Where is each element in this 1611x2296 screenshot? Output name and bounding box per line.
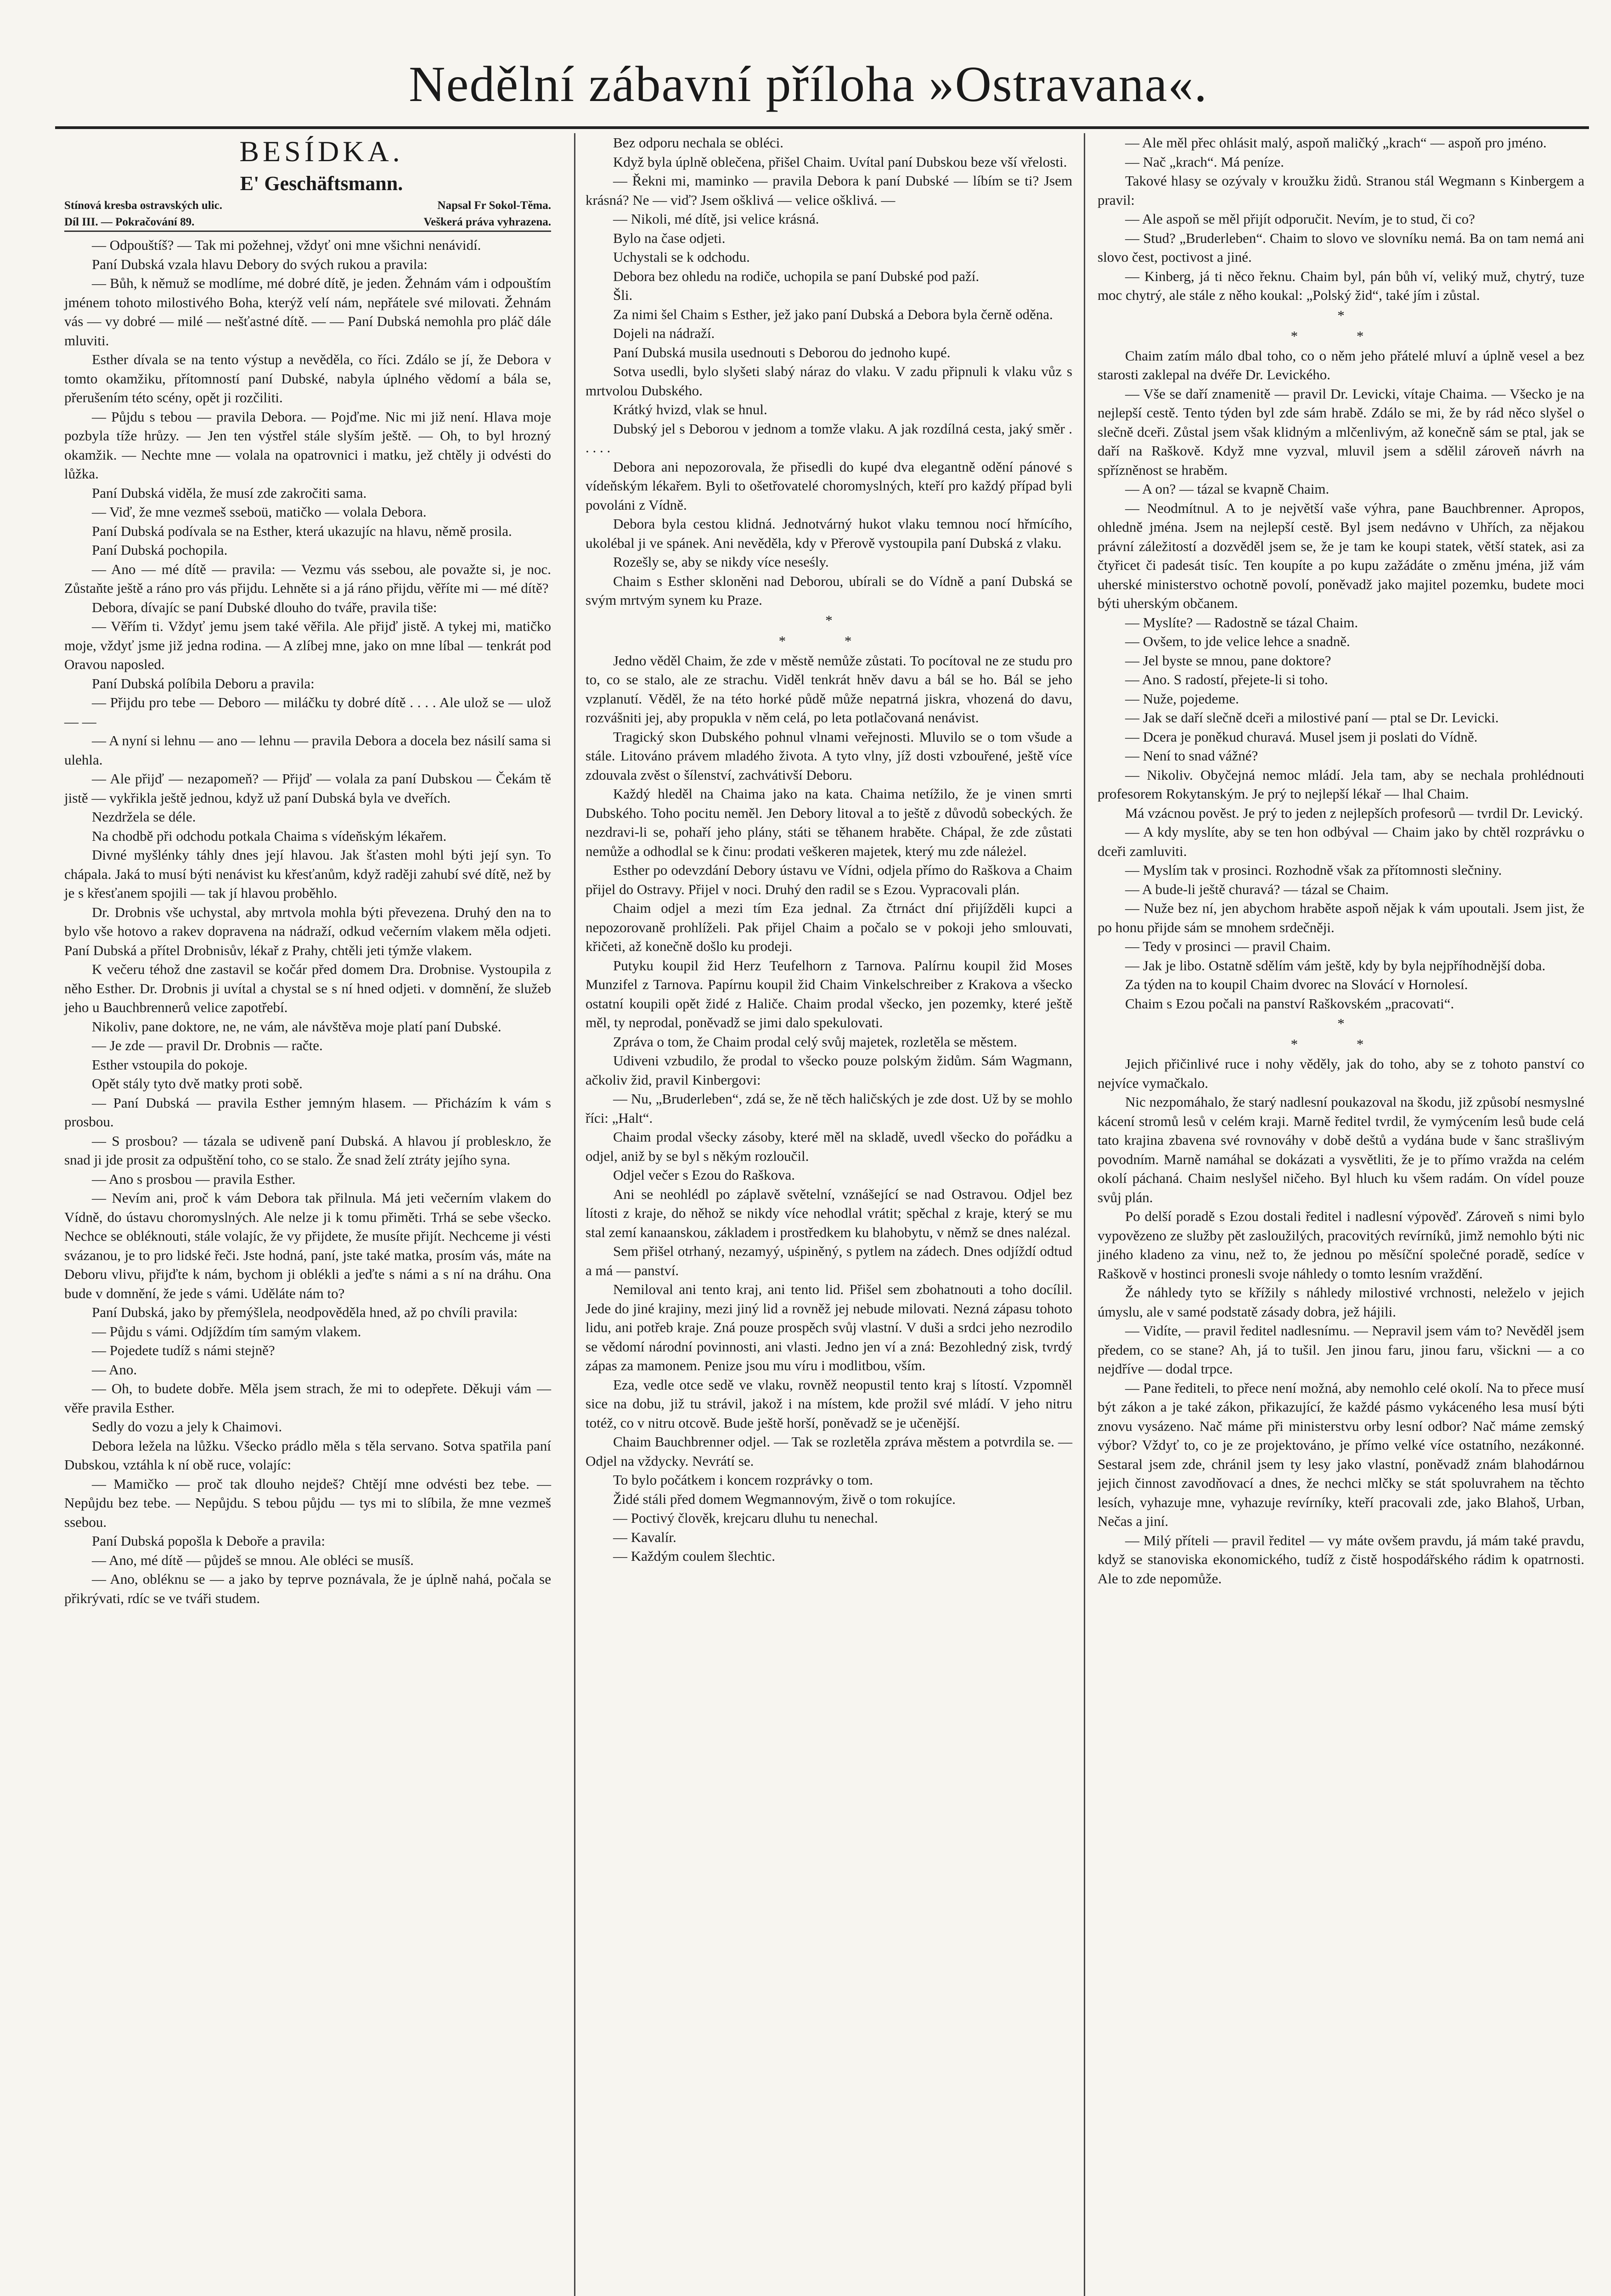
- paragraph: — Ano.: [92, 1361, 137, 1378]
- paragraph: Chaim s Esther skloněni nad Deborou, ubírali se do Vídně a paní Dubská se svým mrtvým synem ku Praze.: [586, 573, 1072, 608]
- paragraph: Za nimi šel Chaim s Esther, jež jako paní Dubská a Debora byla černě oděna.: [613, 306, 1053, 322]
- column-1-text: [64, 236, 551, 1608]
- paragraph: — Myslím tak v prosinci. Rozhodně však za přítomnosti slečniny.: [1125, 862, 1502, 878]
- paragraph: Esther dívala se na tento výstup a nevěděla, co říci. Zdálo se jí, že Debora v tomto okamžiku, přítomností paní Dubské, nabyla úplného vědomí a bála se, přerušením této scény, opět ji rozčiliti.: [64, 351, 551, 405]
- paragraph: — A on? — tázal se kvapně Chaim.: [1125, 481, 1329, 497]
- paragraph: — Nu, „Bruderleben“, zdá se, že ně těch haličských je zde dost. Už by se mohlo říci: „Halt“.: [586, 1091, 1072, 1126]
- paragraph: — Jak je libo. Ostatně sdělím vám ještě, kdy by byla nejpříhodnější doba.: [1125, 957, 1546, 974]
- paragraph: — Bůh, k němuž se modlíme, mé dobré dítě, je jeden. Žehnám vám i odpouštím jménem tohoto milostivého Boha, kterýž velí nám, nepřátele své milovati. Žehnám vás — vy dobré — milé — nešťastné dítě. — — Paní Dubská nemohla pro pláč dále mluviti.: [64, 275, 551, 349]
- column-1: [64, 133, 551, 1608]
- paragraph: Chaim Bauchbrenner odjel. — Tak se rozletěla zpráva městem a potvrdila se. — Odjel na vždycky. Nevrátí se.: [586, 1434, 1072, 1469]
- story-title: E' Geschäftsmann.: [240, 172, 403, 195]
- paragraph: — Poctivý člověk, krejcaru dluhu tu nenechal.: [613, 1510, 878, 1526]
- paragraph: Paní Dubská políbila Deboru a pravila:: [92, 675, 315, 692]
- paragraph: — Tedy v prosinci — pravil Chaim.: [1125, 938, 1331, 954]
- paragraph: — Odpouštíš? — Tak mi požehnej, vždyť oni mne všichni nenávidí.: [92, 237, 481, 253]
- paragraph: Bylo na čase odjeti.: [613, 230, 726, 246]
- column-2: [586, 133, 1072, 1566]
- paragraph: — Jak se daří slečně dceři a milostivé paní — ptal se Dr. Levicki.: [1125, 709, 1499, 726]
- paragraph: — Dcera je poněkud churavá. Musel jsem ji poslati do Vídně.: [1125, 728, 1478, 745]
- paragraph: — Ano. S radostí, přejete-li si toho.: [1125, 671, 1328, 687]
- paragraph: — Věřím ti. Vždyť jemu jsem také věřila. Ale přijď jistě. A tykej mi, matičko moje, vždyť jsme již jedna rodina. — A zlíbej mne, jako on mne líbal — tenkrát pod Oravou naposled.: [64, 618, 551, 672]
- paragraph: — Ano, mé dítě — půjdeš se mnou. Ale obléci se musíš.: [92, 1552, 414, 1568]
- paragraph: Debora bez ohledu na rodiče, uchopila se paní Dubské pod paží.: [613, 268, 980, 284]
- section-separator: * * *: [778, 612, 879, 649]
- paragraph: — Ale měl přec ohlásit malý, aspoň maličký „krach“ — aspoň pro jméno.: [1125, 135, 1547, 151]
- paragraph: — Nikoliv. Obyčejná nemoc mládí. Jela tam, aby se nechala prohlédnouti profesorem Rokytanským. Je prý to nejlepší lékař — lhal Chaim.: [1098, 766, 1584, 802]
- paragraph: Nemiloval ani tento kraj, ani tento lid. Přišel sem zbohatnouti a toho docílil. Jede do jiné krajiny, mezi jiný lid a rovněž jej nebude milovati. Nezná zápasu tohoto lidu, ani potřeb kraje. Zná pouze prospěch svůj vlastní. V duši a srdci jeho nezrodilo se vědomí národní povinnosti, ani vlasti. Jedno jen ví a zná: Bezohledný zisk, tvrdý zápas za mamonem. Penize jsou mu víru i modlitbou, vším.: [586, 1281, 1072, 1373]
- paragraph: — Ano, obléknu se — a jako by teprve poznávala, že je úplně nahá, počala se přikrývati, rdíc se ve tváři studem.: [64, 1571, 551, 1606]
- paragraph: — A kdy myslíte, aby se ten hon odbýval — Chaim jako by chtěl rozprávku o dceři zamluviti.: [1098, 824, 1584, 859]
- column-divider: [1084, 133, 1085, 2296]
- paragraph: — Každým coulem šlechtic.: [613, 1548, 775, 1564]
- paragraph: — Ano s prosbou — pravila Esther.: [92, 1171, 296, 1187]
- paragraph: — Pojedete tudíž s námi stejně?: [92, 1342, 275, 1358]
- paragraph: Chaim prodal všecky zásoby, které měl na skladě, uvedl všecko do pořádku a odjel, aniž by se byl s někým rozloučil.: [586, 1129, 1072, 1164]
- paragraph: — Ano — mé dítě — pravila: — Vezmu vás ssebou, ale považte si, je noc. Zůstaňte ještě a ráno pro vás přijdu. Lehněte si a já ráno přijdu, věříte mi — mé dítě?: [64, 561, 551, 596]
- part-line: [64, 214, 551, 232]
- paragraph: Sedly do vozu a jely k Chaimovi.: [92, 1418, 282, 1435]
- paragraph: Opět stály tyto dvě matky proti sobě.: [92, 1075, 303, 1092]
- paragraph: — Nuže, pojedeme.: [1125, 690, 1239, 707]
- paragraph: — Ale aspoň se měl přijít odporučit. Nevím, je to stud, či co?: [1125, 211, 1475, 227]
- paragraph: — Nikoli, mé dítě, jsi velice krásná.: [613, 211, 819, 227]
- paragraph: — Oh, to budete dobře. Měla jsem strach, že mi to odepřete. Děkuji vám — věře pravila Esther.: [64, 1380, 551, 1416]
- paragraph: Esther po odevzdání Debory ústavu ve Vídni, odjela přímo do Raškova a Chaim přijel do Ostravy. Přijel v noci. Druhý den radil se s Ezou. Vypracovali plán.: [586, 862, 1072, 897]
- paragraph: Takové hlasy se ozývaly v kroužku židů. Stranou stál Wegmann s Kinbergem a pravil:: [1098, 173, 1584, 208]
- paragraph: — Vidíte, — pravil ředitel nadlesnímu. — Nepravil jsem vám to? Nevěděl jsem předem, co se stane? Ah, já to tušil. Jen jinou faru, jinou faru, všickni — a co nejdříve — dodal trpce.: [1098, 1322, 1584, 1377]
- paragraph: Má vzácnou pověst. Je prý to jeden z nejlepších profesorů — tvrdil Dr. Levický.: [1125, 805, 1583, 821]
- part-number: Díl III. — Pokračování 89.: [64, 216, 195, 228]
- paragraph: — Ale přijď — nezapomeň? — Přijď — volala za paní Dubskou — Čekám tě jistě — vykřikla ještě jednou, když už paní Dubská byla ve dveřích.: [64, 771, 551, 806]
- paragraph: — Kavalír.: [613, 1529, 676, 1545]
- paragraph: Esther vstoupila do pokoje.: [92, 1056, 248, 1073]
- paragraph: Když byla úplně oblečena, přišel Chaim. Uvítal paní Dubskou beze vší vřelosti.: [613, 153, 1067, 170]
- paragraph: — Není to snad vážné?: [1125, 748, 1258, 764]
- byline: [64, 197, 551, 214]
- paragraph: Dojeli na nádraží.: [613, 325, 715, 341]
- story-genre: Stínová kresba ostravských ulic.: [64, 199, 223, 212]
- paragraph: Divné myšlénky táhly dnes její hlavou. Jak šťasten mohl býti její syn. To chápala. Jaká to musí býti nenávist ku křesťanům, když raději zahubí své dítě, než by je s křesťanem spojili — tak jí hlavou proběhlo.: [64, 847, 551, 901]
- paragraph: Debora byla cestou klidná. Jednotvárný hukot vlaku temnou nocí hřmícího, ukolébal ji ve spánek. Ani nevěděla, kdy v Přerově vystoupila paní Dubská z vlaku.: [586, 516, 1072, 551]
- paragraph: K večeru téhož dne zastavil se kočár před domem Dra. Drobnise. Vystoupila z něho Esther. Dr. Drobnis ji uvítal a chystal se s ní hned odjeti. v domnění, že služeb jeho u Bauchbrennerů velice zapotřebí.: [64, 961, 551, 1015]
- paragraph: — S prosbou? — tázala se udiveně paní Dubská. A hlavou jí probleskло, že snad ji jde prosit za odpuštění toho, co se stalo. Že snad želí ztráty jejího syna.: [64, 1132, 551, 1168]
- paragraph: Sotva usedli, bylo slyšeti slabý náraz do vlaku. V zadu připnuli k vlaku vůz s mrtvolou Dubského.: [586, 363, 1072, 399]
- author: Napsal Fr Sokol-Těma.: [437, 199, 551, 212]
- paragraph: Krátký hvizd, vlak se hnul.: [613, 401, 767, 417]
- paragraph: — Vše se daří znamenitě — pravil Dr. Levicki, vítaje Chaima. — Všecko je na nejlepší cestě. Tento týden byl zde sám hrabě. Zdálo se mi, že by rád něco slyšel o slečně dceři. Zůstal jsem však klidným a mlčenlivým, až konečně sám se ptal, jak se daří na Raškově. Když mne vyzval, mluvil jsem a sdělil zároveň návrh na spřízněnost se hraběm.: [1098, 385, 1584, 478]
- column-3-text: [1098, 133, 1584, 1588]
- paragraph: — Mamičko — proč tak dlouho nejdeš? Chtějí mne odvésti bez tebe. — Nepůjdu bez tebe. — Nepůjdu. S tebou půjdu — tys mi to slíbila, že mne vezmeš ssebou.: [64, 1475, 551, 1530]
- paragraph: Židé stáli před domem Wegmannovým, živě o tom rokujíce.: [613, 1491, 956, 1507]
- paragraph: To bylo počátkem i koncem rozprávky o tom.: [613, 1472, 873, 1488]
- paragraph: Tragický skon Dubského pohnul vlnami veřejnosti. Mluvilo se o tom všude a stále. Litováno právem mladého života. A tyto vlny, jíž dosti vzbouřené, ještě více zdouvala zvěst o šílenství, zachvátivší Deboru.: [586, 728, 1072, 783]
- paragraph: Chaim s Ezou počali na panství Raškovském „pracovati“.: [1125, 995, 1454, 1012]
- masthead: Nedělní zábavní příloha »Ostravana«.: [409, 56, 1208, 112]
- paragraph: Sem přišel otrhaný, nezamyý, uśpiněný, s pytlem na zádech. Dnes odjíždí odtud a má — panství.: [586, 1243, 1072, 1278]
- paragraph: Paní Dubská vzala hlavu Debory do svých rukou a pravila:: [92, 256, 428, 272]
- paragraph: Paní Dubská viděla, že musí zde zakročiti sama.: [92, 484, 367, 501]
- paragraph: Každý hleděl na Chaima jako na kata. Chaima netížilo, že je vinen smrti Dubského. Toho pocitu neměl. Jen Debory litoval a to ještě z důvodů sobeckých. že nezdravi-li se, pohaří jeho plány, státi se těhanem hraběte. Chápal, že zde zůstati nemůže a odhodlal se k činu: prodati veškeren majetek, který mu zde náleżel.: [586, 786, 1072, 859]
- paragraph: — Půjdu s vámi. Odjíždím tím samým vlakem.: [92, 1323, 361, 1339]
- paragraph: Po delší poradě s Ezou dostali ředitel i nadlesní výpověď. Zároveň s nimi bylo vypovězeno ze služby pět zasloužilých, pracovitých revírníků, jimž nemohlo býti nic jiného kladeno za vinu, než to, že jednou po měsíční společné poradě, sedíce v Raškově v hostinci pronesli svoje náhledy o tomto lesním vraždění.: [1098, 1208, 1584, 1282]
- paragraph: — Půjdu s tebou — pravila Debora. — Pojďme. Nic mi již není. Hlava moje pozbyla tíže hrůzy. — Jen ten výstřel stále slyším ještě. — Oh, to byl hrozný okamžik. — Nechte mne — volala na opatrovnici i matku, jež chtěly ji odvésti do lůžka.: [64, 408, 551, 482]
- paragraph: — Nač „krach“. Má peníze.: [1125, 153, 1284, 170]
- paragraph: Odjel večer s Ezou do Raškova.: [613, 1167, 795, 1183]
- paragraph: — Ovšem, to jde velice lehce a snadně.: [1125, 633, 1350, 649]
- paragraph: — Milý příteli — pravil ředitel — vy máte ovšem pravdu, já mám také pravdu, když se stanoviska ekonomického, tudíž z čistě hospodářského rádim k opatrnosti. Ale to zde nepomůže.: [1098, 1532, 1584, 1587]
- paragraph: Debora ani nepozorovala, že přisedli do kupé dva elegantně odění pánové s vídeňským lékařem. Byli to ošetřovatelé choromyslných, kteří pro každý případ byli povoláni z Vídně.: [586, 458, 1072, 513]
- paragraph: — Viď, že mne vezmeš sseboü, matičko — volala Debora.: [92, 504, 427, 520]
- paragraph: Eza, vedle otce sedě ve vlaku, rovněž neopustil tento kraj s lítostí. Vzpomněl sice na dobu, již tu strávil, jakož i na místem, kde prožil své mládí. V jeho nitru totéž, co v nitru otcově. Bude ještě horší, poněvadž se je učenější.: [586, 1376, 1072, 1431]
- paragraph: — Jel byste se mnou, pane doktore?: [1125, 652, 1331, 669]
- paragraph: — Je zde — pravil Dr. Drobnis — račte.: [92, 1037, 323, 1053]
- paragraph: Bez odporu nechala se obléci.: [613, 135, 783, 151]
- paragraph: Dubský jel s Deborou v jednom a tomže vlaku. A jak rozdílná cesta, jaký směr . . . . .: [586, 420, 1072, 456]
- column-divider: [574, 133, 575, 2296]
- paragraph: Putyku koupil žid Herz Teufelhorn z Tarnova. Palírnu koupil žid Moses Munzifel z Tarnova. Papírnu koupil žid Chaim Vinkelschreiber z Krakova a všecko ostatní koupili opět židé z Haliče. Chaim prodal všecko, jen pozemky, které ještě měl, ty neprodal, poněvadž se jimi dalo spekulovati.: [586, 957, 1072, 1030]
- paragraph: Debora ležela na lůžku. Všecko prádlo měla s těla servano. Sotva spatřila paní Dubskou, vztáhla k ní obě ruce, volajíc:: [64, 1437, 551, 1473]
- paragraph: — Nevím ani, proč k vám Debora tak přilnula. Má jeti večerním vlakem do Vídně, do ústavu choromyslných. Ale nelze ji k tomu přiměti. Trhá se sebe všecko. Nechce se obléknouti, stále volajíc, že vy přijdete, že musíte přijít. Nechceme ji vésti svázanou, je to pro lidské řeči. Jste hodná, paní, jste také matka, prosím vás, máte na Deboru vlivu, přijďte k nám, bychom ji oblékli a jeďte s námi a s ní na dráhu. Ona bude v domnění, že jede s vámi. Uděláte nám to?: [64, 1190, 551, 1301]
- paragraph: Jejich přičinlivé ruce i nohy věděly, jak do toho, aby se z tohoto panství co nejvíce vymačkalo.: [1098, 1056, 1584, 1091]
- header-rule: [55, 126, 1589, 129]
- paragraph: — Pane řediteli, to přece není možná, aby nemohlo celé okolí. Na to přece musí být zákon a je také zákon, přikazující, že každé pásmo vykáceného lesa musí býti znovu vysázeno. Nač máme při ministerstvu orby lesní odbor? Nač máme zemský výbor? Vždyť to, co je ze projektováno, je přímo velké více ostatního, nezákonné. Sestaral jsem zde, chránil jsem ty lesy jako vlastní, poněvadž znám blahodárnou jejich činnost zavodňovací a dnes, že nechci mlčky se stát spoluvrahem na těchto lesích, vyhazuje mne, vyhazuje revírníky, kteří pracovali zde, jako Blahoš, Urban, Nečas a jiní.: [1098, 1379, 1584, 1529]
- paragraph: Rozešly se, aby se nikdy více neseśly.: [613, 554, 829, 570]
- paragraph: — Neodmítnul. A to je největší vaše výhra, pane Bauchbrenner. Apropos, ohledně jména. Jsem na nejlepší cestě. Byl jsem nedávno v Uhřích, za nějakou právní záležitostí a dozvěděl jsem se, že je tam ke koupi statek, větší statek, asi za čtyřicet či padesát tisíc. Ten koupíte a po kupu zažádáte o změnu jména, již vám uherské ministerstvo ochotně povolí, poněvadž jako majitel pozemku, budete moci býti uherským občanem.: [1098, 500, 1584, 611]
- paragraph: — Stud? „Bruderleben“. Chaim to slovo ve slovníku nemá. Ba on tam nemá ani slovo čest, poctivost a jiné.: [1098, 230, 1584, 265]
- paragraph: — A nyní si lehnu — ano — lehnu — pravila Debora a docela bez násilí sama si ulehla.: [64, 732, 551, 768]
- paragraph: Ani se neohlédl po záplavě světelní, vznášející se nad Ostravou. Odjel bez lítosti z kraje, do něhož se nikdy více nehodlal vrátit; spěchal z kraje, který se mu stal zemí kanaanskou, základem i prostředkem ku blahobytu, v němž se dnes nalézal.: [586, 1186, 1072, 1240]
- section-title: BESÍDKA.: [239, 135, 404, 168]
- column-2-text: [586, 133, 1072, 1566]
- paragraph: Dr. Drobnis vše uchystal, aby mrtvola mohla býti převezena. Druhý den na to bylo vše hotovo a rakev dopravena na nádraží, odkud večerním vlakem měla odjeti. Paní Dubská a přítel Drobnisův, lékař z Prahy, chtěli jeti týmže vlakem.: [64, 904, 551, 958]
- paragraph: Uchystali se k odchodu.: [613, 249, 750, 265]
- paragraph: Jedno věděl Chaim, že zde v městě nemůže zůstati. To pocítoval ne ze studu pro to, co se stalo, ale ze strachu. Viděl tenkrát hněv davu a bál se ho. Bál se jeho vzplanutí. Věděl, že na této horké půdě může nepatrná jiskra, vhozená do davu, rozvášniti jej, aby propukla v něm celá, po leta potlačovaná nenávist.: [586, 652, 1072, 726]
- paragraph: Šli.: [613, 287, 633, 303]
- paragraph: Paní Dubská popošla k Deboře a pravila:: [92, 1533, 325, 1549]
- paragraph: Paní Dubská pochopila.: [92, 542, 228, 558]
- paragraph: Paní Dubská podívala se na Esther, která ukazujíc na hlavu, němě prosila.: [92, 523, 512, 539]
- paragraph: Paní Dubská, jako by přemýšlela, neodpověděla hned, až po chvíli pravila:: [92, 1304, 518, 1320]
- paragraph: Zpráva o tom, že Chaim prodal celý svůj majetek, rozletěla se městem.: [613, 1033, 1017, 1050]
- paragraph: Udiveni vzbudilo, že prodal to všecko pouze polským židům. Sám Wagmann, ačkoliv žid, pravil Kinbergovi:: [586, 1052, 1072, 1088]
- paragraph: — Kinberg, já ti něco řeknu. Chaim byl, pán bůh ví, veliký muž, chytrý, tuze moc chytrý, ale stále z něho koukal: „Polský žid“, také jím i zůstal.: [1098, 268, 1584, 303]
- paragraph: Chaim odjel a mezi tím Eza jednal. Za čtrnáct dní přijížděli kupci a nepozorovaně prohlíželi. Pak přijel Chaim a počalo se v pokoji jeho smlouvati, křičeti, až konečně došlo ku prodeji.: [586, 900, 1072, 954]
- paragraph: Chaim zatím málo dbal toho, co o něm jeho přátelé mluví a úplně vesel a bez starosti zaklepal na dvéře Dr. Levického.: [1098, 347, 1584, 383]
- rights-notice: Veškerá práva vyhrazena.: [423, 216, 551, 228]
- paragraph: Nezdržela se déle.: [92, 809, 196, 825]
- paragraph: Nikoliv, pane doktore, ne, ne vám, ale návštěva moje platí paní Dubské.: [92, 1018, 501, 1035]
- paragraph: — Paní Dubská — pravila Esther jemným hlasem. — Přicházím k vám s prosbou.: [64, 1094, 551, 1130]
- column-3: [1098, 133, 1584, 1588]
- paragraph: Na chodbě při odchodu potkala Chaima s vídeňským lékařem.: [92, 827, 447, 844]
- paragraph: — Řekni mi, maminko — pravila Debora k paní Dubské — líbím se ti? Jsem krásná? Ne — viď? Jsem ošklivá — velice ošklivá. —: [586, 173, 1072, 208]
- section-separator: * * *: [1290, 307, 1391, 344]
- paragraph: Za týden na to koupil Chaim dvorec na Slovácí v Hornolesí.: [1125, 976, 1468, 992]
- paragraph: — A bude-li ještě churavá? — tázal se Chaim.: [1125, 881, 1389, 897]
- paragraph: — Myslíte? — Radostně se tázal Chaim.: [1125, 614, 1358, 630]
- paragraph: Paní Dubská musila usednouti s Deborou do jednoho kupé.: [613, 344, 951, 360]
- paragraph: — Nuže bez ní, jen abychom hraběte aspoň nějak k vám upoutali. Jsem jist, že po honu přijde sám se mnohem srdečněji.: [1098, 900, 1584, 935]
- paragraph: Že náhledy tyto se křížily s náhledy milostivé vrchnosti, neleželo v jejich úmyslu, ale v samé podstatě zásady dobra, jež hájili.: [1098, 1284, 1584, 1320]
- paragraph: — Přijdu pro tebe — Deboro — miláčku ty dobré dítě . . . . Ale ulož se — ulož — —: [64, 694, 551, 730]
- paragraph: Debora, dívajíc se paní Dubské dlouho do tváře, pravila tiše:: [92, 599, 437, 615]
- section-separator: * * *: [1290, 1015, 1391, 1052]
- paragraph: Nic nezpomáhalo, že starý nadlesní poukazoval na škodu, již způsobí nesmyslné kácení stromů lesů v celém kraji. Marně ředitel tvrdil, že vymýcením lesů bude celá tato krajina zbavena své rovnováhy v době deštů a vydána bude v šanc strašlivým povodním. Marně namáhal se dokázati a vysvětliti, že je to přímo vražda na celém okolí páchaná. Chaim neslyšel ničeho. Byl hluch ku všem radám. On vídel pouze svůj plán.: [1098, 1094, 1584, 1205]
